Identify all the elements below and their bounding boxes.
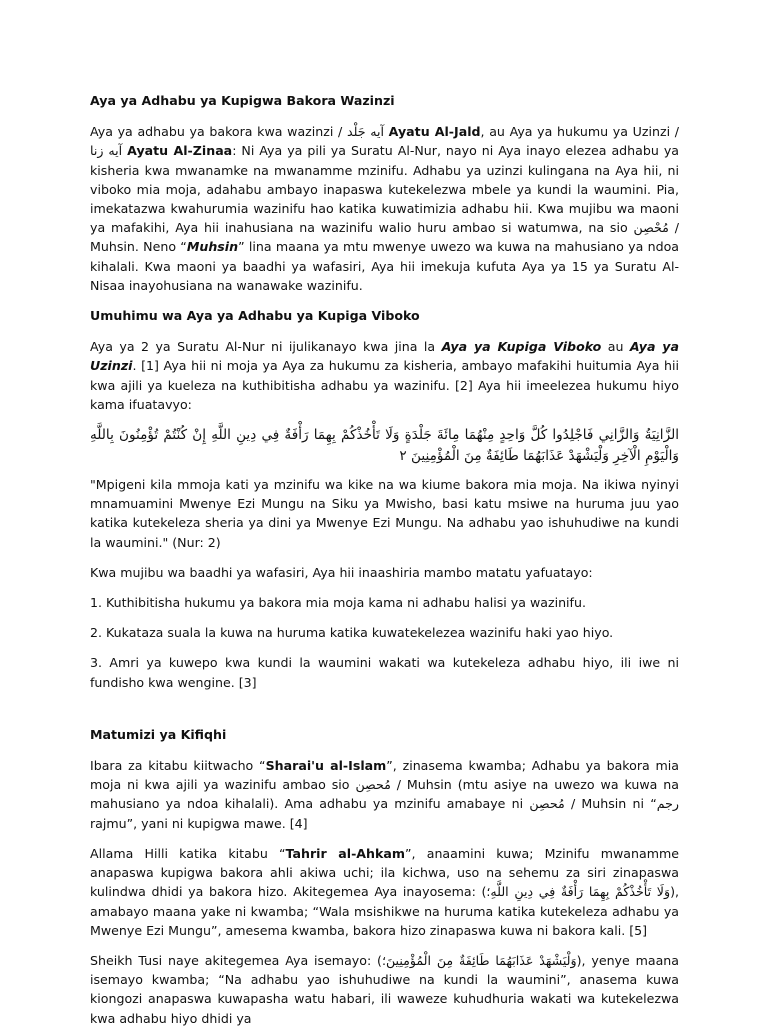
section-heading-ayatu-al-jald: Aya ya Adhabu ya Kupigwa Bakora Wazinzi — [90, 93, 395, 108]
text-run: Aya ya adhabu ya bakora kwa wazinzi / — [90, 124, 347, 140]
bold-term: Ayatu Al-Jald — [388, 124, 481, 140]
arabic-verse: الزَّانِيَةُ وَالزَّانِي فَاجْلِدُوا كُلَّ وَاحِدٍ مِنْهُمَا مِائَةَ جَلْدَةٍ وَلَا تَأْخُذْكُمْ بِهِمَا رَأْفَةٌ فِي دِينِ اللَّهِ إِنْ كُنْتُمْ تُؤْمِنُونَ بِاللَّهِ وَالْيَوْمِ الْآخِرِ وَلْيَشْهَدْ عَذَابَهُمَا طَائِفَةٌ مِنَ الْمُؤْمِنِينَ ٢ — [90, 427, 679, 465]
text-run: Sheikh Tusi naye akitegemea Aya isemayo: ( — [90, 952, 382, 968]
text-run: / Muhsin ni “ — [564, 796, 657, 812]
text-run: / Muhsin (mtu asiye na uwezo wa kuwa na mahusiano ya ndoa kihalali). Ama adhabu ya mzinifu amabaye ni — [90, 777, 679, 812]
text-run: ), amabayo maana yake ni kwamba; “Wala msishikwe na huruma katika kutekeleza adhabu ya Mwenye Ezi Mungu”, amesema kwamba, bakora hizo zinapaswa kuwa ni bakora kali. [5] — [90, 884, 679, 938]
arabic-term: آيه جَلْد — [346, 124, 384, 140]
text-run: / Muhsin. Neno “ — [90, 220, 679, 255]
paragraph-sharai — [90, 756, 679, 833]
text-run: au — [601, 339, 630, 355]
bold-italic-term: Muhsin — [186, 239, 239, 255]
list-item: 1. Kuthibitisha hukumu ya bakora mia moja kama ni adhabu halisi ya wazinifu. — [90, 595, 586, 611]
arabic-term: مُحصِن — [355, 777, 391, 793]
paragraph-tusi — [90, 951, 679, 1028]
arabic-term: مُحْصِن — [633, 220, 669, 236]
paragraph-tahrir — [90, 844, 679, 940]
bold-italic-term: Aya ya Uzinzi — [90, 339, 679, 374]
text-run: ” lina maana ya mtu mwenye uwezo wa kuwa na mahusiano ya ndoa kihalali. Kwa maoni ya baadhi ya wafasiri, Aya hii imekuja kufuta Aya ya 15 ya Suratu Al-Nisaa inayohusiana na wanawake wazinifu. — [90, 239, 680, 293]
text-run: , au Aya ya hukumu ya Uzinzi / — [480, 124, 679, 140]
arabic-quote: وَلَا تَأْخُذْكُمْ بِهِمَا رَأْفَةٌ فِي دِينِ اللَّهِ؛ — [486, 884, 671, 900]
text-run: rajmu”, yani ni kupigwa mawe. [4] — [90, 815, 308, 831]
paragraph-intro — [90, 122, 679, 295]
arabic-term: رجم — [656, 796, 679, 812]
paragraph-importance — [90, 337, 679, 414]
bold-term: Tahrir al-Ahkam — [285, 845, 406, 861]
bold-italic-term: Aya ya Kupiga Viboko — [441, 339, 602, 355]
paragraph-list-intro: Kwa mujibu wa baadhi ya wafasiri, Aya hii inaashiria mambo matatu yafuatayo: — [90, 564, 593, 580]
verse-translation: "Mpigeni kila mmoja kati ya mzinifu wa kike na wa kiume bakora mia moja. Na ikiwa nyinyi mnamuamini Mwenye Ezi Mungu na Siku ya Mwisho, basi katu msiwe na huruma juu yao katika kutekeleza sheria ya dini ya Mwenye Ezi Mungu. Na adhabu yao ishuhudiwe na kundi la waumini." (Nur: 2) — [90, 477, 679, 550]
text-run: Ibara za kitabu kiitwacho “ — [90, 758, 266, 774]
text-run: . [1] Aya hii ni moja ya Aya za hukumu za kisheria, ambayo mafakihi huitumia Aya hii kwa ajili ya kueleza na kuthibitisha adhabu ya wazinifu. [2] Aya hii imeelezea hukumu hiyo kama ifuatavyo: — [90, 358, 679, 412]
text-run: : Ni Aya ya pili ya Suratu Al-Nur, nayo ni Aya inayo elezea adhabu ya kisheria kwa mwanamke na mwanamme mzinifu. Adhabu ya uzinzi kulingana na Aya hii, ni viboko mia moja, adahabu ambayo inapaswa kutekelezwa mbele ya kundi la waumini. Pia, imekatazwa kwahurumia wazinifu hao katika kuwatimizia adhabu hii. Kwa mujibu wa maoni ya mafakihi, Aya hii inahusiana na wazinifu walio huru ambao si watumwa, na sio — [90, 143, 679, 236]
list-item: 2. Kukataza suala la kuwa na huruma katika kuwatekelezea wazinifu haki yao hiyo. — [90, 625, 614, 641]
arabic-term: آيه زنا — [90, 143, 123, 159]
text-run: ”, anaamini kuwa; Mzinifu mwanamme anapaswa kupigwa bakora ahli akiwa uchi; ila kichwa, uso na sehemu za siri zinapaswa kulindwa dhidi ya bakora hizo. Akitegemea Aya inayosema: ( — [90, 845, 679, 900]
bold-term: Sharai'u al-Islam — [265, 758, 387, 774]
text-run: Aya ya 2 ya Suratu Al-Nur ni ijulikanayo kwa jina la — [90, 339, 442, 355]
section-heading-matumizi: Matumizi ya Kifiqhi — [90, 726, 227, 742]
bold-term: Ayatu Al-Zinaa — [127, 143, 233, 159]
text-run: ), yenye maana isemayo kwamba; “Na adhabu yao ishuhudiwe na kundi la waumini”, anasema kuwa kiongozi anapaswa kuwapasha watu habari, ili waweze kuhudhuria wakati wa kutekelezwa kwa adhabu hiyo dhidi ya — [90, 952, 679, 1026]
arabic-term: مُحصِن — [529, 796, 565, 812]
section-heading-umuhimu: Umuhimu wa Aya ya Adhabu ya Kupiga Viboko — [90, 308, 420, 324]
spacer — [90, 703, 679, 725]
list-item: 3. Amri ya kuwepo kwa kundi la waumini wakati wa kutekeleza adhabu hiyo, ili iwe ni fundisho kwa wengine. [3] — [90, 655, 679, 690]
text-run: Allama Hilli katika kitabu “ — [90, 845, 286, 861]
text-run: ”, zinasema kwamba; Adhabu ya bakora mia moja ni kwa ajili ya wazinifu ambao sio — [90, 758, 679, 793]
arabic-quote: وَلْيَشْهَدْ عَذَابَهُمَا طَائِفَةٌ مِنَ الْمُؤْمِنِينَ؛ — [381, 952, 577, 968]
